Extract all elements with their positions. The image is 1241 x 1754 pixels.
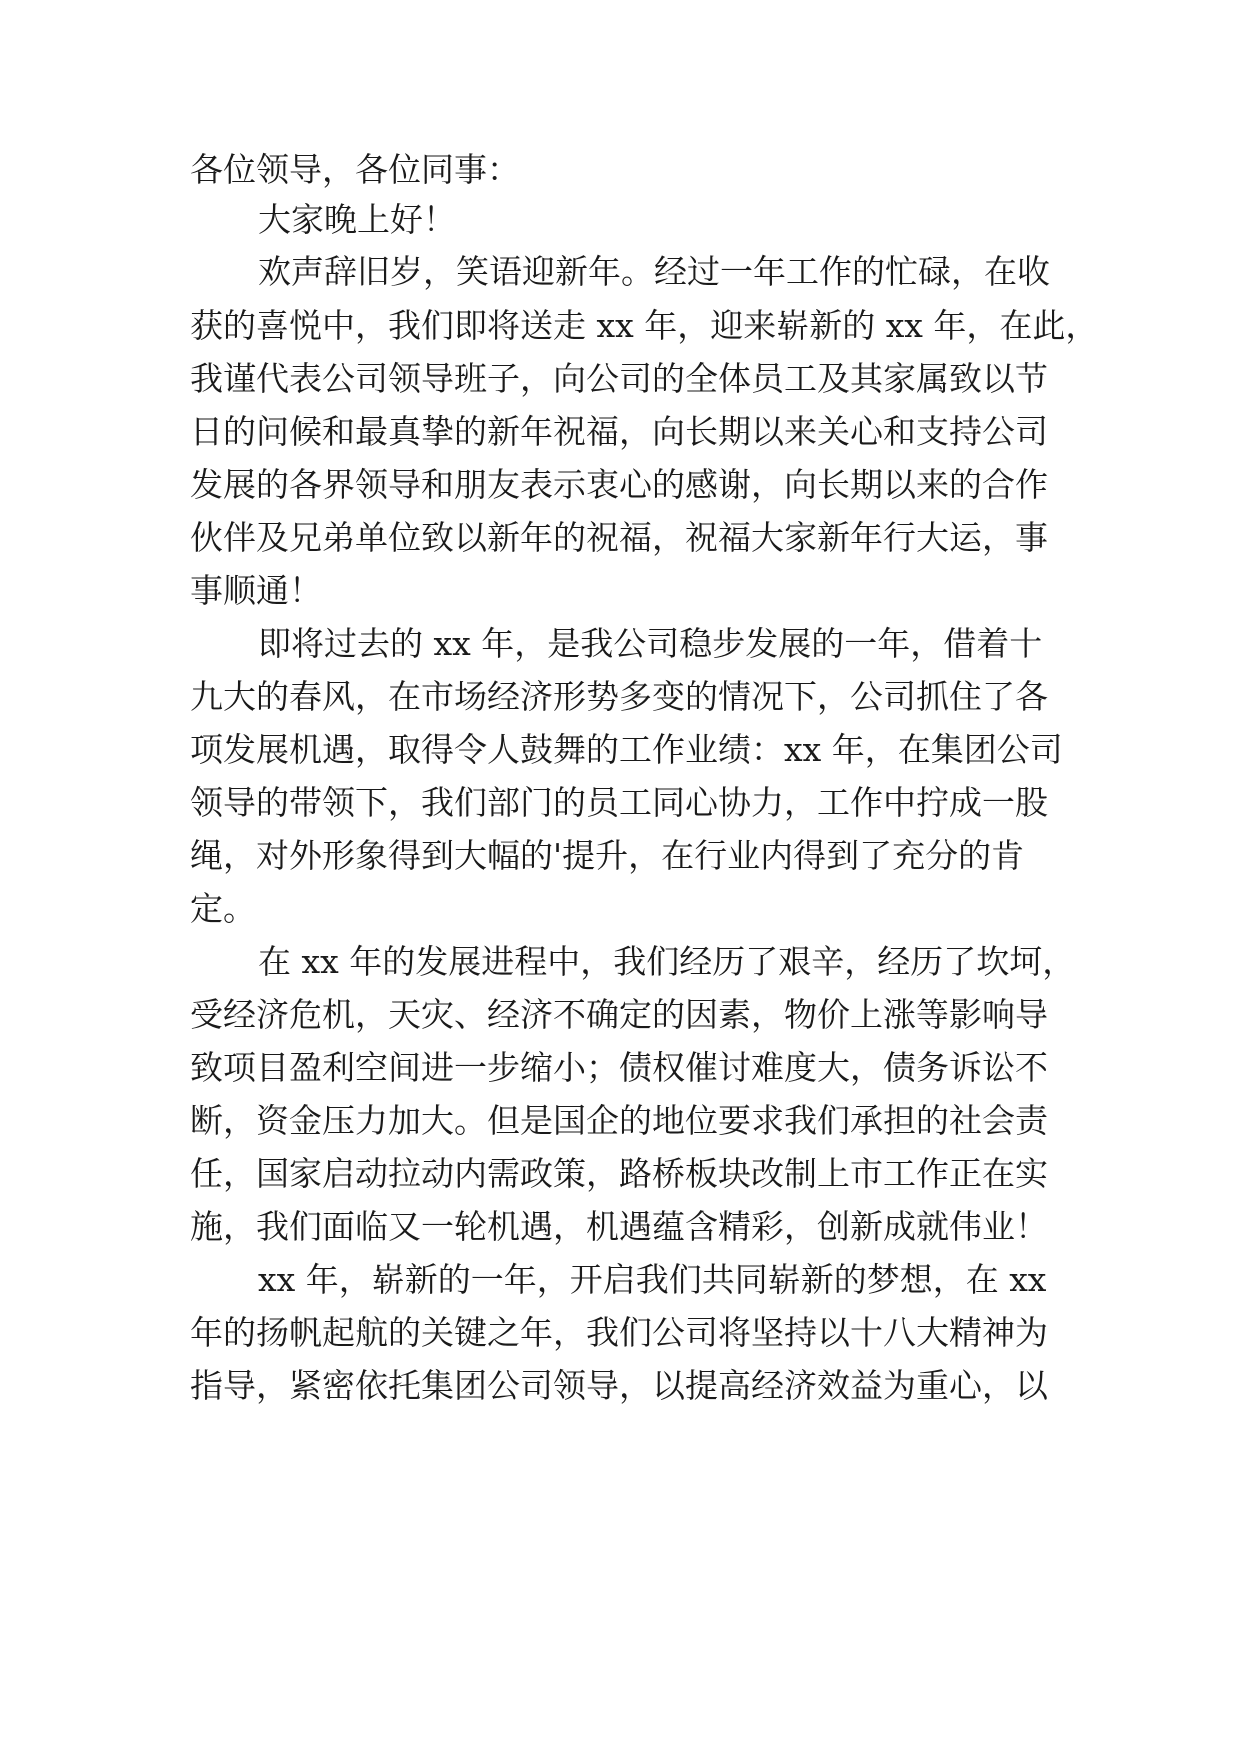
paragraph-2-line-3: 项发展机遇，取得令人鼓舞的工作业绩：xx 年，在集团公司	[190, 730, 1063, 769]
paragraph-2-line-1: 即将过去的 xx 年，是我公司稳步发展的一年，借着十	[258, 624, 1043, 663]
paragraph-3-line-3: 致项目盈利空间进一步缩小；债权催讨难度大，债务诉讼不	[190, 1048, 1048, 1087]
paragraph-2-line-4: 领导的带领下，我们部门的员工同心协力，工作中拧成一股	[190, 783, 1048, 822]
paragraph-2-line-2: 九大的春风，在市场经济形势多变的情况下，公司抓住了各	[190, 677, 1048, 716]
paragraph-4-line-2: 年的扬帆起航的关键之年，我们公司将坚持以十八大精神为	[190, 1313, 1048, 1352]
paragraph-1-line-4: 日的问候和最真挚的新年祝福，向长期以来关心和支持公司	[190, 412, 1048, 451]
paragraph-3-line-6: 施，我们面临又一轮机遇，机遇蕴含精彩，创新成就伟业！	[190, 1207, 1048, 1246]
paragraph-1-line-2: 获的喜悦中，我们即将送走 xx 年，迎来崭新的 xx 年，在此，	[190, 306, 1099, 345]
paragraph-2-line-6: 定。	[190, 889, 256, 928]
paragraph-1-line-3: 我谨代表公司领导班子，向公司的全体员工及其家属致以节	[190, 359, 1048, 398]
paragraph-3-line-4: 断，资金压力加大。但是国企的地位要求我们承担的社会责	[190, 1101, 1048, 1140]
paragraph-1-line-5: 发展的各界领导和朋友表示衷心的感谢，向长期以来的合作	[190, 465, 1048, 504]
paragraph-1-line-6: 伙伴及兄弟单位致以新年的祝福，祝福大家新年行大运，事	[190, 518, 1048, 557]
paragraph-3-line-2: 受经济危机，天灾、经济不确定的因素，物价上涨等影响导	[190, 995, 1048, 1034]
greeting-line: 大家晚上好！	[258, 200, 456, 239]
paragraph-2-line-5: 绳，对外形象得到大幅的'提升，在行业内得到了充分的肯	[190, 836, 1025, 875]
salutation-line: 各位领导，各位同事：	[190, 150, 520, 189]
paragraph-4-line-1: xx 年，崭新的一年，开启我们共同崭新的梦想，在 xx	[258, 1260, 1047, 1299]
paragraph-4-line-3: 指导，紧密依托集团公司领导，以提高经济效益为重心，以	[190, 1366, 1048, 1405]
paragraph-3-line-1: 在 xx 年的发展进程中，我们经历了艰辛，经历了坎坷，	[258, 942, 1076, 981]
paragraph-1-line-7: 事顺通！	[190, 571, 322, 610]
paragraph-1-line-1: 欢声辞旧岁，笑语迎新年。经过一年工作的忙碌，在收	[258, 252, 1050, 291]
paragraph-3-line-5: 任，国家启动拉动内需政策，路桥板块改制上市工作正在实	[190, 1154, 1048, 1193]
